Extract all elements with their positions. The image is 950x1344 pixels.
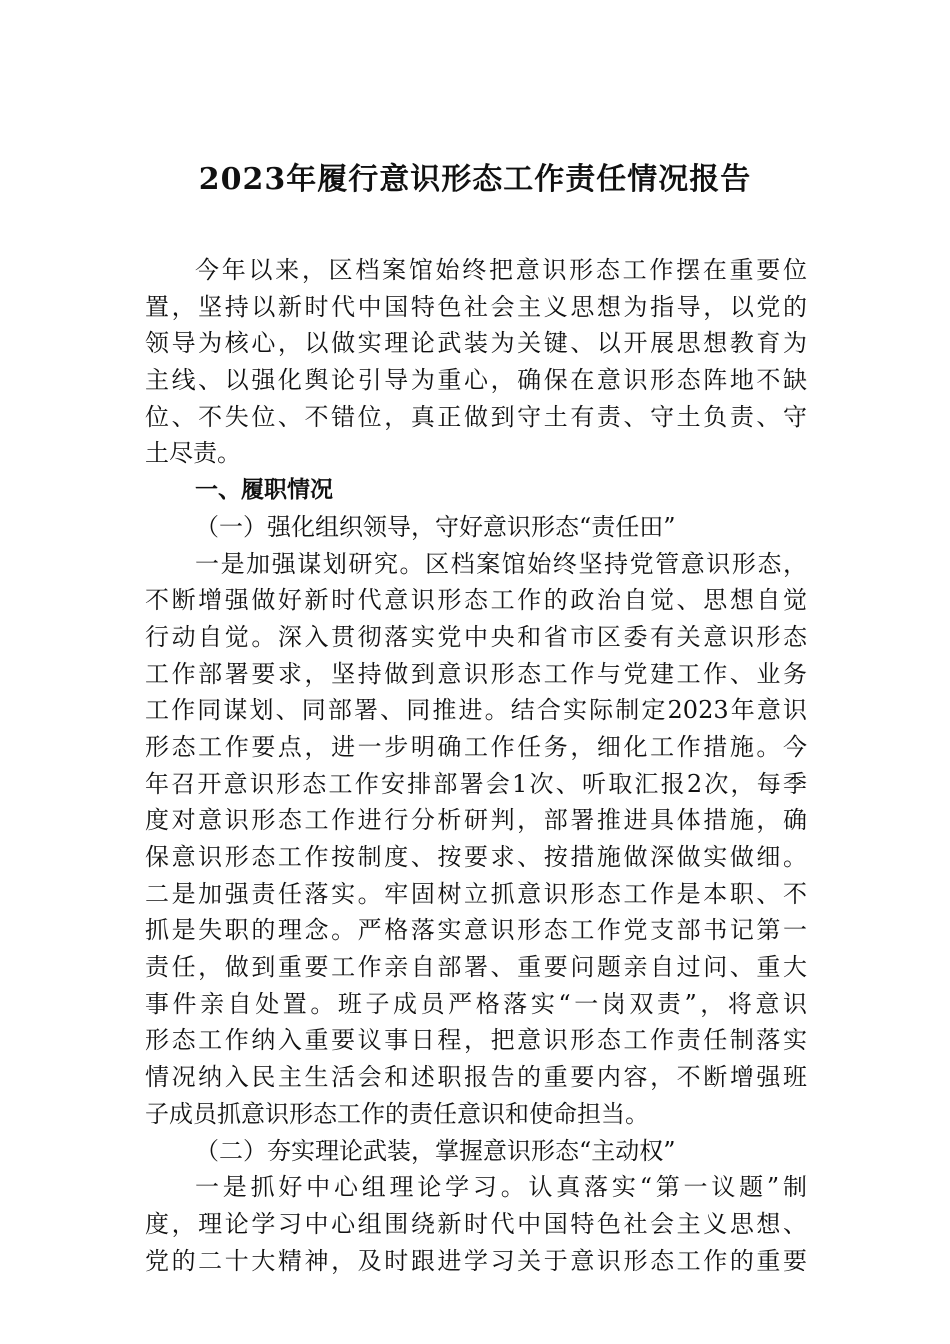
document-body (145, 252, 807, 1279)
body-line: 二是加强责任落实。牢固树立抓意识形态工作是本职、不 (145, 879, 807, 908)
body-line: 情况纳入民主生活会和述职报告的重要内容，不断增强班 (145, 1063, 807, 1092)
body-line: 领导为核心，以做实理论武装为关键、以开展思想教育为 (145, 329, 807, 358)
section-heading: 一、履职情况 (195, 477, 333, 504)
body-line: 土尽责。 (145, 439, 241, 468)
body-line: 一是加强谋划研究。区档案馆始终坚持党管意识形态， (195, 549, 807, 578)
document-title: 2023年履行意识形态工作责任情况报告 (198, 162, 752, 197)
body-line: 工作同谋划、同部署、同推进。结合实际制定2023年意识 (145, 696, 807, 725)
body-line: 度对意识形态工作进行分析研判，部署推进具体措施，确 (145, 806, 807, 835)
body-line: 党的二十大精神，及时跟进学习关于意识形态工作的重要 (145, 1246, 807, 1275)
body-line: 工作部署要求，坚持做到意识形态工作与党建工作、业务 (145, 659, 807, 688)
body-line: 位、不失位、不错位，真正做到守土有责、守土负责、守 (145, 402, 807, 431)
body-line: 不断增强做好新时代意识形态工作的政治自觉、思想自觉 (145, 586, 807, 615)
body-line: 一是抓好中心组理论学习。认真落实“第一议题”制 (195, 1173, 807, 1202)
subsection-heading: （一）强化组织领导，守好意识形态“责任田” (195, 512, 676, 541)
body-line: 今年以来，区档案馆始终把意识形态工作摆在重要位 (195, 256, 807, 284)
body-line: 抓是失职的理念。严格落实意识形态工作党支部书记第一 (145, 916, 807, 945)
body-line: 形态工作要点，进一步明确工作任务，细化工作措施。今 (145, 732, 807, 761)
subsection-heading: （二）夯实理论武装，掌握意识形态“主动权” (195, 1136, 676, 1165)
body-line: 责任，做到重要工作亲自部署、重要问题亲自过问、重大 (145, 953, 807, 982)
body-line: 保意识形态工作按制度、按要求、按措施做深做实做细。 (145, 843, 807, 871)
body-line: 主线、以强化舆论引导为重心，确保在意识形态阵地不缺 (145, 366, 807, 395)
body-line: 子成员抓意识形态工作的责任意识和使命担当。 (145, 1099, 649, 1128)
body-line: 度，理论学习中心组围绕新时代中国特色社会主义思想、 (145, 1209, 807, 1238)
body-line: 置，坚持以新时代中国特色社会主义思想为指导，以党的 (145, 292, 807, 321)
body-line: 事件亲自处置。班子成员严格落实“一岗双责”，将意识 (145, 989, 807, 1018)
body-line: 行动自觉。深入贯彻落实党中央和省市区委有关意识形态 (145, 622, 807, 651)
body-line: 形态工作纳入重要议事日程，把意识形态工作责任制落实 (145, 1026, 807, 1055)
body-line: 年召开意识形态工作安排部署会1次、听取汇报2次，每季 (145, 769, 807, 798)
